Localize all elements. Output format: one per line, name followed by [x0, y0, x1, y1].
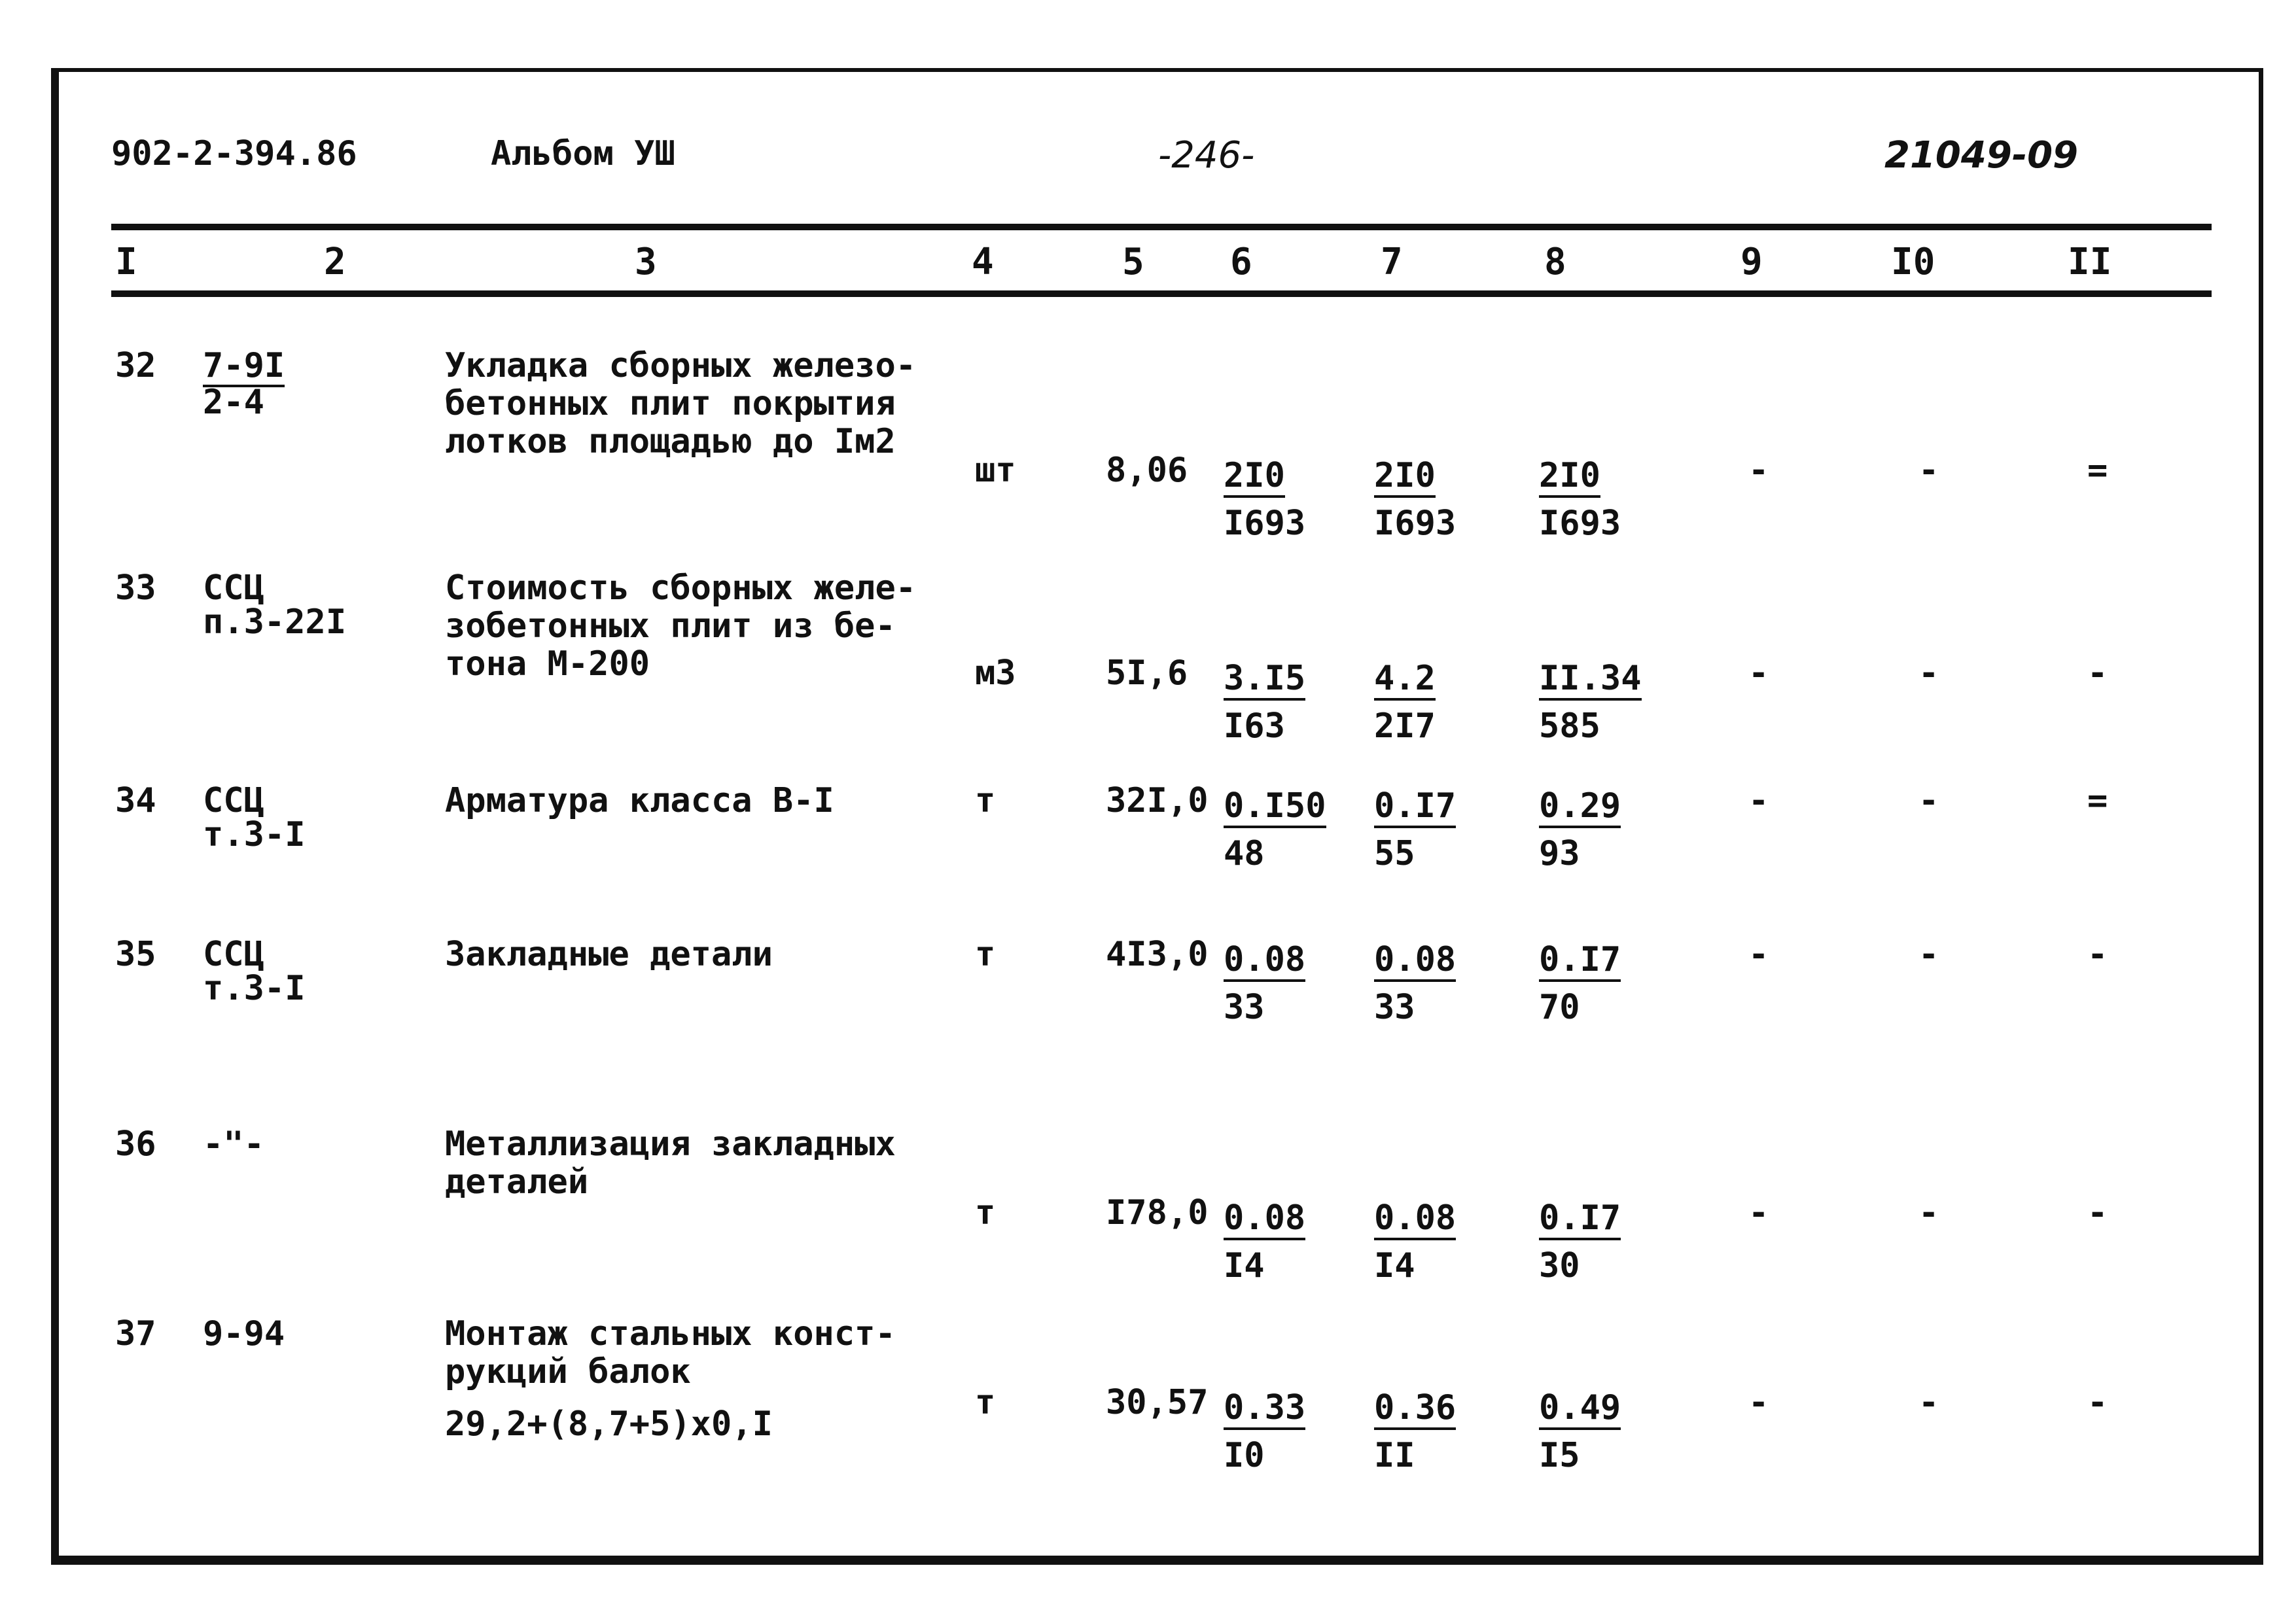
- empty-mark-c9: -: [1748, 781, 1769, 820]
- cost-fraction-c8: [1539, 1194, 1621, 1289]
- norm-code-top: ССЦ: [203, 568, 264, 608]
- fraction-numerator: 0.I7: [1374, 788, 1456, 828]
- empty-mark-c11: -: [2087, 935, 2108, 974]
- unit-price: 8,06: [1106, 451, 1188, 490]
- fraction-denominator: 2I7: [1374, 707, 1436, 746]
- doc-code: 902-2-394.86: [111, 134, 357, 173]
- header-top-rule: [111, 224, 2212, 230]
- norm-code: [203, 347, 285, 421]
- column-number: 3: [635, 241, 657, 283]
- cost-fraction-c6: [1224, 1194, 1305, 1289]
- work-description: [445, 782, 834, 820]
- unit-price: 5I,6: [1106, 654, 1188, 693]
- fraction-numerator: 0.I7: [1539, 941, 1621, 982]
- column-number: I0: [1891, 241, 1935, 283]
- unit: м3: [975, 654, 1016, 693]
- norm-code-bottom: п.3-22I: [203, 602, 347, 642]
- cost-fraction-c7: [1374, 654, 1436, 749]
- fraction-numerator: 0.29: [1539, 788, 1621, 828]
- fraction-denominator: 33: [1374, 988, 1415, 1027]
- fraction-denominator: 55: [1374, 834, 1415, 873]
- norm-code-top: -"-: [203, 1125, 264, 1164]
- description-line: Металлизация закладных: [445, 1125, 896, 1164]
- norm-code: [203, 782, 306, 854]
- work-description: [445, 935, 773, 973]
- column-number: 8: [1544, 241, 1566, 283]
- empty-mark-c11: =: [2087, 781, 2108, 820]
- fraction-denominator: I693: [1374, 504, 1457, 543]
- album-label: Альбом УШ: [491, 134, 675, 173]
- cost-fraction-c7: [1374, 782, 1456, 877]
- description-line: деталей: [445, 1162, 589, 1202]
- document-frame: [51, 68, 2263, 1565]
- empty-mark-c11: =: [2087, 451, 2108, 490]
- norm-code-top: 7-9I: [203, 347, 285, 387]
- description-line: зобетонных плит из бе-: [445, 606, 896, 646]
- description-line: лотков площадью до Iм2: [445, 422, 896, 461]
- cost-fraction-c8: [1539, 782, 1621, 877]
- ref-number: 21049-09: [1884, 134, 2078, 177]
- empty-mark-c9: -: [1748, 451, 1769, 490]
- fraction-denominator: 70: [1539, 988, 1580, 1027]
- work-description: [445, 347, 916, 461]
- unit: шт: [975, 451, 1016, 490]
- fraction-denominator: 585: [1539, 707, 1600, 746]
- norm-code-bottom: т.3-I: [203, 815, 306, 854]
- norm-code-bottom: т.3-I: [203, 969, 306, 1008]
- fraction-denominator: II: [1374, 1436, 1415, 1475]
- unit-price: 32I,0: [1106, 781, 1209, 820]
- row-number: 36: [115, 1125, 156, 1164]
- unit: т: [975, 1383, 996, 1422]
- description-line: бетонных плит покрытия: [445, 384, 896, 423]
- cost-fraction-c7: [1374, 451, 1456, 546]
- empty-mark-c9: -: [1748, 654, 1769, 693]
- row-number: 37: [115, 1314, 156, 1353]
- column-number: I: [115, 241, 137, 283]
- column-number: 4: [972, 241, 994, 283]
- column-number: 9: [1740, 241, 1763, 283]
- empty-mark-c11: -: [2087, 1193, 2108, 1232]
- fraction-numerator: 2I0: [1224, 457, 1285, 498]
- column-number: II: [2068, 241, 2112, 283]
- fraction-numerator: 0.08: [1374, 941, 1456, 982]
- work-description: [445, 1125, 896, 1201]
- empty-mark-c10: -: [1918, 1383, 1939, 1422]
- unit-price: 30,57: [1106, 1383, 1209, 1422]
- description-line: Монтаж стальных конст-: [445, 1314, 896, 1353]
- fraction-denominator: 48: [1224, 834, 1265, 873]
- norm-code-top: ССЦ: [203, 935, 264, 974]
- fraction-numerator: 0.08: [1224, 941, 1305, 982]
- description-line: тона М-200: [445, 644, 650, 684]
- cost-fraction-c6: [1224, 782, 1326, 877]
- empty-mark-c10: -: [1918, 451, 1939, 490]
- cost-fraction-c7: [1374, 935, 1456, 1030]
- column-number: 6: [1230, 241, 1252, 283]
- fraction-numerator: 4.2: [1374, 660, 1436, 701]
- empty-mark-c10: -: [1918, 781, 1939, 820]
- description-line: Арматура класса В-I: [445, 781, 834, 820]
- work-description: [445, 1315, 896, 1443]
- empty-mark-c10: -: [1918, 654, 1939, 693]
- fraction-numerator: 0.08: [1374, 1200, 1456, 1240]
- row-number: 35: [115, 935, 156, 974]
- cost-fraction-c6: [1224, 1384, 1305, 1478]
- unit-price: I78,0: [1106, 1193, 1209, 1232]
- empty-mark-c10: -: [1918, 935, 1939, 974]
- fraction-numerator: 0.I50: [1224, 788, 1326, 828]
- empty-mark-c11: -: [2087, 654, 2108, 693]
- row-number: 34: [115, 781, 156, 820]
- fraction-denominator: I4: [1374, 1246, 1415, 1285]
- norm-code-bottom: 2-4: [203, 383, 264, 422]
- empty-mark-c11: -: [2087, 1383, 2108, 1422]
- header-bottom-rule: [111, 290, 2212, 297]
- fraction-denominator: I0: [1224, 1436, 1265, 1475]
- cost-fraction-c6: [1224, 451, 1305, 546]
- empty-mark-c9: -: [1748, 1383, 1769, 1422]
- cost-fraction-c7: [1374, 1194, 1456, 1289]
- empty-mark-c9: -: [1748, 1193, 1769, 1232]
- fraction-numerator: 2I0: [1374, 457, 1436, 498]
- cost-fraction-c7: [1374, 1384, 1456, 1478]
- fraction-denominator: I693: [1539, 504, 1621, 543]
- cost-fraction-c8: [1539, 451, 1621, 546]
- fraction-denominator: 93: [1539, 834, 1580, 873]
- empty-mark-c10: -: [1918, 1193, 1939, 1232]
- column-number: 5: [1122, 241, 1144, 283]
- fraction-numerator: 0.I7: [1539, 1200, 1621, 1240]
- fraction-denominator: I693: [1224, 504, 1306, 543]
- cost-fraction-c8: [1539, 654, 1642, 749]
- column-number: 7: [1381, 241, 1403, 283]
- fraction-denominator: I4: [1224, 1246, 1265, 1285]
- norm-code: [203, 1125, 264, 1163]
- description-line: Закладные детали: [445, 935, 773, 974]
- description-line: рукций балок: [445, 1352, 691, 1391]
- fraction-denominator: I5: [1539, 1436, 1580, 1475]
- page-number: -246-: [1158, 134, 1255, 177]
- fraction-numerator: 3.I5: [1224, 660, 1305, 701]
- norm-code: [203, 1315, 285, 1353]
- description-line: Укладка сборных железо-: [445, 346, 917, 385]
- unit: т: [975, 1193, 996, 1232]
- fraction-numerator: 0.08: [1224, 1200, 1305, 1240]
- row-number: 33: [115, 568, 156, 608]
- norm-code: [203, 569, 346, 641]
- cost-fraction-c6: [1224, 654, 1305, 749]
- cost-fraction-c8: [1539, 1384, 1621, 1478]
- fraction-numerator: II.34: [1539, 660, 1642, 701]
- unit: т: [975, 935, 996, 974]
- column-number: 2: [324, 241, 346, 283]
- fraction-numerator: 0.36: [1374, 1389, 1456, 1430]
- fraction-denominator: 33: [1224, 988, 1265, 1027]
- cost-fraction-c6: [1224, 935, 1305, 1030]
- fraction-numerator: 0.49: [1539, 1389, 1621, 1430]
- row-number: 32: [115, 346, 156, 385]
- unit-price: 4I3,0: [1106, 935, 1209, 974]
- norm-code-top: ССЦ: [203, 781, 264, 820]
- description-line: 29,2+(8,7+5)x0,I: [445, 1405, 773, 1444]
- description-line: Стоимость сборных желе-: [445, 568, 917, 608]
- cost-fraction-c8: [1539, 935, 1621, 1030]
- fraction-numerator: 0.33: [1224, 1389, 1305, 1430]
- norm-code-top: 9-94: [203, 1314, 285, 1353]
- fraction-denominator: 30: [1539, 1246, 1580, 1285]
- norm-code: [203, 935, 306, 1007]
- unit: т: [975, 781, 996, 820]
- work-description: [445, 569, 916, 683]
- empty-mark-c9: -: [1748, 935, 1769, 974]
- fraction-numerator: 2I0: [1539, 457, 1600, 498]
- fraction-denominator: I63: [1224, 707, 1285, 746]
